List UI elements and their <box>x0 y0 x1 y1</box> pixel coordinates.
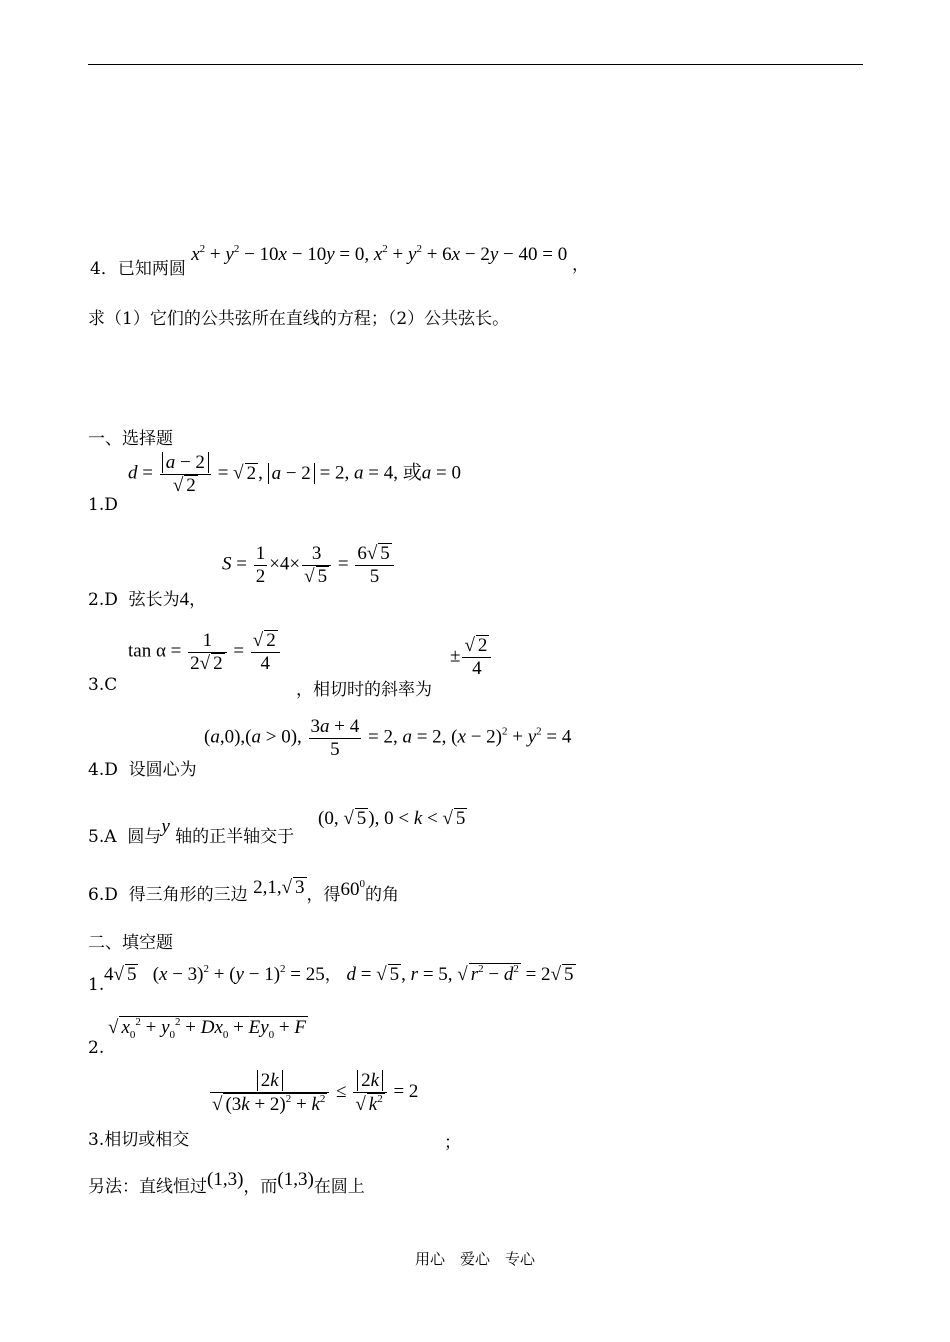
answer-4 <box>88 755 197 780</box>
problem-4-equation: $x^2 + y^2 - 10x - 10y = 0$, $x^2 + y^2 + 6x - 2y - 40 = 0$ <box>191 243 572 265</box>
alt-text-2: ，而 <box>243 1177 278 1197</box>
answer-3-label: 3.C <box>88 675 118 695</box>
answer-2-formula: S = $\frac{1}{2}$ ×4× $\frac{3}{√ 5}$ = $\frac{6√ 5}{5}$ <box>222 543 396 588</box>
fill-2-formula: √ $x_0^2 + y_0^2 + Dx_0 + Ey_0 + F$ <box>108 1016 306 1041</box>
answer-5-label: 5.A <box>88 827 117 847</box>
fill-1-label: 1. <box>88 975 105 995</box>
problem-4-question: 求（1）它们的公共弦所在直线的方程；（2）公共弦长。 <box>88 309 510 329</box>
answer-2-label: 2.D <box>88 590 118 610</box>
answer-6-sides: 2,1,√ 3 <box>253 877 305 898</box>
problem-4-comma: ， <box>571 255 589 275</box>
answer-1-d: d <box>128 462 138 484</box>
alt-point: (1,3) <box>207 1169 244 1190</box>
answer-6-angle: $60^0$ <box>340 878 366 900</box>
page-footer: 用心 爱心 专心 <box>415 1250 536 1268</box>
answer-3-formula: tan α = $\frac{1}{2√ 2}$ = $\frac{√ 2}{4}$ <box>128 630 282 675</box>
fill-3-formula: $\frac{2k}{√ (3k + 2)^2 + k^2}$ ≤ $\frac{2k}{√ k^2}$ = 2 <box>212 1070 419 1115</box>
section-fill-title: 二、填空题 <box>88 933 173 953</box>
answer-5-text-2: 轴的正半轴交于 <box>175 827 295 847</box>
fill-1-sep: ， <box>324 965 342 984</box>
answer-3-slope: ± $\frac{√ 2}{4}$ <box>450 635 493 680</box>
answer-1-frac: $\frac{a - 2}{√ 2}$ <box>160 452 211 497</box>
answer-3-tan: tan α = <box>128 640 182 662</box>
answer-2-sep: ， <box>189 590 207 610</box>
fill-3-alt <box>88 1169 365 1198</box>
fill-2-label: 2. <box>88 1038 105 1058</box>
answer-1-label: 1.D <box>88 495 118 515</box>
answer-4-label: 4.D <box>88 760 118 780</box>
answer-6-text-2: ，得 <box>306 885 341 905</box>
answer-6-text-3: 的角 <box>365 885 400 905</box>
answer-4-formula: (a,0),(a > 0), $\frac{3a + 4}{5}$ = 2, a = 2, $(x - 2)^2 + y^2 = 4$ <box>204 716 572 760</box>
alt-text-3: 在圆上 <box>313 1177 365 1197</box>
answer-5-y: y <box>161 816 170 837</box>
fill-3-end: ； <box>444 1133 461 1153</box>
answer-5-formula: (0, √ 5 ), 0 < k < √ 5 <box>318 808 466 829</box>
answer-6-label: 6.D <box>88 885 118 905</box>
answer-4-text: 设圆心为 <box>128 760 197 780</box>
answer-6-text-1: 得三角形的三边 <box>128 885 248 905</box>
alt-point-2: (1,3) <box>277 1169 314 1190</box>
answer-2-four: 4 <box>179 589 190 610</box>
answer-6 <box>88 877 400 906</box>
answer-5-text-1: 圆与 <box>127 827 162 847</box>
problem-4 <box>90 243 589 279</box>
answer-1-formula: d = $\frac{a - 2}{√ 2}$ = √ 2 , a − 2 = 2, a = 4, 或a = 0 <box>128 452 461 496</box>
fill-3-label: 3.相切或相交 <box>88 1130 190 1150</box>
section-choice-title: 一、选择题 <box>88 429 173 449</box>
alt-text-1: 另法：直线恒过 <box>88 1177 207 1197</box>
header-rule <box>88 64 863 65</box>
answer-3-text: ，相切时的斜率为 <box>296 680 432 700</box>
problem-4-label: 4．已知两圆 <box>90 259 186 279</box>
fill-1-formula: 4√ 5 $(x - 3)^2 + (y - 1)^2 = 25$， d = √ 5 , r = 5, √ $r^2 - d^2 = 2√$ 5 <box>104 963 574 985</box>
answer-5 <box>88 816 295 848</box>
answer-2-text: 弦长为 <box>128 590 180 610</box>
answer-2 <box>88 585 206 611</box>
